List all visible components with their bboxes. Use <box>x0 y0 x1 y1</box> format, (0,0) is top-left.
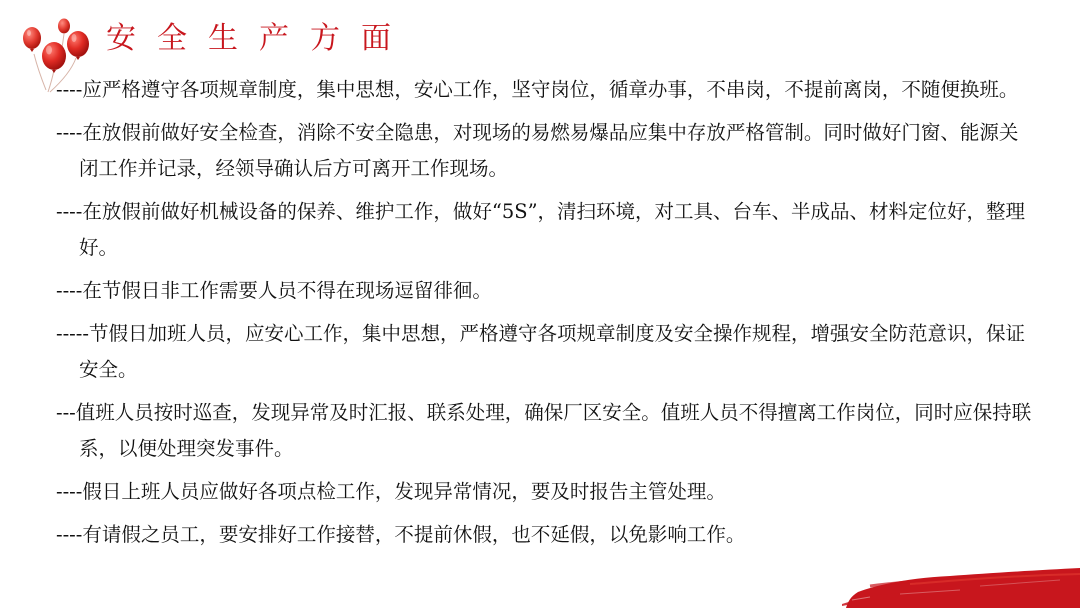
brush-stroke <box>840 564 1080 608</box>
paragraph-4: ----在节假日非工作需要人员不得在现场逗留徘徊。 <box>56 279 492 302</box>
paragraph-8: ----有请假之员工，要安排好工作接替，不提前休假，也不延假，以免影响工作。 <box>56 523 746 546</box>
paragraph-6: ---值班人员按时巡查，发现异常及时汇报、联系处理，确保厂区安全。值班人员不得擅离工作岗位，同时应保持联系，以便处理突发事件。 <box>56 401 1032 460</box>
paragraph-1: ----应严格遵守各项规章制度，集中思想，安心工作，坚守岗位，循章办事，不串岗，不提前离岗，不随便换班。 <box>56 78 1019 101</box>
paragraph-2: ----在放假前做好安全检查，消除不安全隐患，对现场的易燃易爆品应集中存放严格管制。同时做好门窗、能源关闭工作并记录，经领导确认后方可离开工作现场。 <box>56 121 1019 180</box>
paragraph-5: -----节假日加班人员，应安心工作，集中思想，严格遵守各项规章制度及安全操作规程，增强安全防范意识，保证安全。 <box>56 322 1025 381</box>
content-body <box>56 72 1036 560</box>
paragraph-7: ----假日上班人员应做好各项点检工作，发现异常情况，要及时报告主管处理。 <box>56 480 726 503</box>
slide-title: 安全生产方面 <box>106 21 412 56</box>
paragraph-3: ----在放假前做好机械设备的保养、维护工作，做好“5S”，清扫环境，对工具、台车、半成品、材料定位好，整理好。 <box>56 200 1026 259</box>
